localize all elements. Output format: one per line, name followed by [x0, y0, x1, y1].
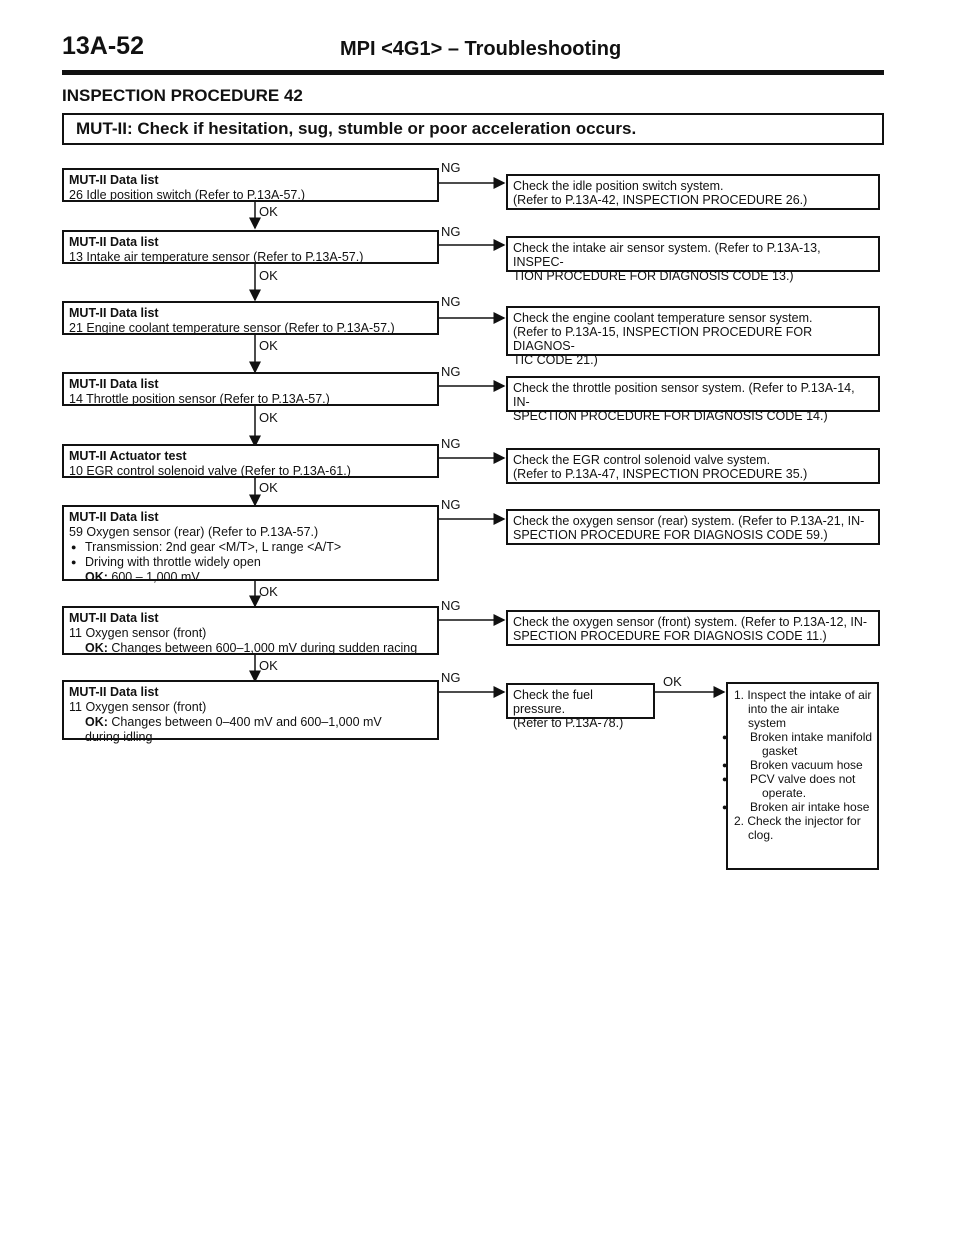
- ng-result-box: [506, 174, 880, 210]
- step-text: 14 Throttle position sensor (Refer to P.13A-57.): [69, 392, 330, 406]
- ng-label: NG: [441, 436, 461, 451]
- step-box: [62, 680, 439, 744]
- step-title: MUT-II Data list: [69, 173, 159, 187]
- step-title: MUT-II Data list: [69, 685, 159, 699]
- ok-label: OK: [663, 674, 682, 689]
- ok-criterion: OK: Changes between 600–1,000 mV during sudden racing: [85, 641, 418, 655]
- ok-criterion: OK: 600 – 1,000 mV: [85, 570, 200, 584]
- ng-label: NG: [441, 364, 461, 379]
- fuel-pressure-box: [506, 683, 655, 730]
- ng-result-box: [506, 448, 880, 484]
- ng-result-text: Check the EGR control solenoid valve system.: [513, 453, 771, 467]
- cause-bullet: ● Broken vacuum hose: [732, 758, 873, 772]
- step-box: [62, 505, 439, 584]
- ng-result-text: Check the engine coolant temperature sensor system.: [513, 311, 813, 325]
- ng-result-text: (Refer to P.13A-78.): [513, 716, 624, 730]
- ok-label: OK: [259, 268, 278, 283]
- ng-label: NG: [441, 224, 461, 239]
- step-box: [62, 230, 439, 264]
- ng-result-box: [506, 610, 880, 646]
- step-box: [62, 301, 439, 335]
- procedure-banner: MUT-II: Check if hesitation, sug, stumble or poor acceleration occurs.: [62, 113, 884, 145]
- step-title: MUT-II Data list: [69, 235, 159, 249]
- cause-bullet: ● Broken intake manifold gasket: [732, 730, 873, 758]
- condition-bullet: ● Transmission: 2nd gear <M/T>, L range <A/T>: [69, 540, 432, 555]
- ng-result-text: Check the fuel pressure.: [513, 688, 593, 716]
- ok-label: OK: [259, 658, 278, 673]
- ng-label: NG: [441, 598, 461, 613]
- ng-result-box: [506, 509, 880, 545]
- ng-result-text: Check the intake air sensor system. (Refer to P.13A-13, INSPEC-: [513, 241, 821, 269]
- ng-result-text: SPECTION PROCEDURE FOR DIAGNOSIS CODE 11.): [513, 629, 827, 643]
- step-text: 21 Engine coolant temperature sensor (Refer to P.13A-57.): [69, 321, 395, 335]
- ng-label: NG: [441, 294, 461, 309]
- page-number: 13A-52: [62, 32, 144, 60]
- cause-bullet: ● PCV valve does not operate.: [732, 772, 873, 800]
- page-title: MPI <4G1> – Troubleshooting: [340, 38, 622, 60]
- ng-label: NG: [441, 160, 461, 175]
- condition-bullet: ● Driving with throttle widely open: [69, 555, 432, 570]
- ng-result-text: (Refer to P.13A-15, INSPECTION PROCEDURE FOR DIAGNOS-: [513, 325, 813, 353]
- ng-result-text: Check the idle position switch system.: [513, 179, 724, 193]
- ng-result-box: [506, 306, 880, 367]
- final-action-box: [726, 682, 879, 870]
- action-item: 1. Inspect the intake of air into the air intake system: [734, 688, 872, 730]
- step-title: MUT-II Data list: [69, 510, 159, 524]
- step-text: 11 Oxygen sensor (front): [69, 700, 207, 714]
- ok-label: OK: [259, 410, 278, 425]
- cause-bullet: ● Broken air intake hose: [732, 800, 873, 814]
- ok-label: OK: [259, 204, 278, 219]
- step-title: MUT-II Actuator test: [69, 449, 187, 463]
- ng-result-text: (Refer to P.13A-47, INSPECTION PROCEDURE 35.): [513, 467, 808, 481]
- step-text: 13 Intake air temperature sensor (Refer to P.13A-57.): [69, 250, 364, 264]
- step-box: [62, 444, 439, 478]
- step-text: 10 EGR control solenoid valve (Refer to P.13A-61.): [69, 464, 351, 478]
- step-box: [62, 606, 439, 655]
- action-item: 2. Check the injector for clog.: [734, 814, 861, 842]
- ng-result-text: (Refer to P.13A-42, INSPECTION PROCEDURE 26.): [513, 193, 808, 207]
- ng-result-text: SPECTION PROCEDURE FOR DIAGNOSIS CODE 14.): [513, 409, 828, 423]
- ng-result-text: Check the oxygen sensor (rear) system. (Refer to P.13A-21, IN-: [513, 514, 865, 528]
- ng-label: NG: [441, 497, 461, 512]
- ok-label: OK: [259, 480, 278, 495]
- procedure-heading: INSPECTION PROCEDURE 42: [62, 86, 303, 105]
- ng-result-text: TIC CODE 21.): [513, 353, 598, 367]
- ok-criterion: OK: Changes between 0–400 mV and 600–1,000 mV during idling: [85, 715, 382, 744]
- ng-result-box: [506, 236, 880, 283]
- ng-result-text: SPECTION PROCEDURE FOR DIAGNOSIS CODE 59.): [513, 528, 828, 542]
- step-text: 26 Idle position switch (Refer to P.13A-57.): [69, 188, 306, 202]
- ng-result-text: TION PROCEDURE FOR DIAGNOSIS CODE 13.): [513, 269, 794, 283]
- step-box: [62, 168, 439, 202]
- step-text: 11 Oxygen sensor (front): [69, 626, 207, 640]
- ng-result-text: Check the oxygen sensor (front) system. (Refer to P.13A-12, IN-: [513, 615, 868, 629]
- ok-label: OK: [259, 584, 278, 599]
- ok-label: OK: [259, 338, 278, 353]
- ng-result-box: [506, 376, 880, 423]
- step-box: [62, 372, 439, 406]
- ng-result-text: Check the throttle position sensor system. (Refer to P.13A-14, IN-: [513, 381, 855, 409]
- step-title: MUT-II Data list: [69, 377, 159, 391]
- step-title: MUT-II Data list: [69, 611, 159, 625]
- ng-label: NG: [441, 670, 461, 685]
- step-text: 59 Oxygen sensor (rear) (Refer to P.13A-57.): [69, 525, 319, 539]
- step-title: MUT-II Data list: [69, 306, 159, 320]
